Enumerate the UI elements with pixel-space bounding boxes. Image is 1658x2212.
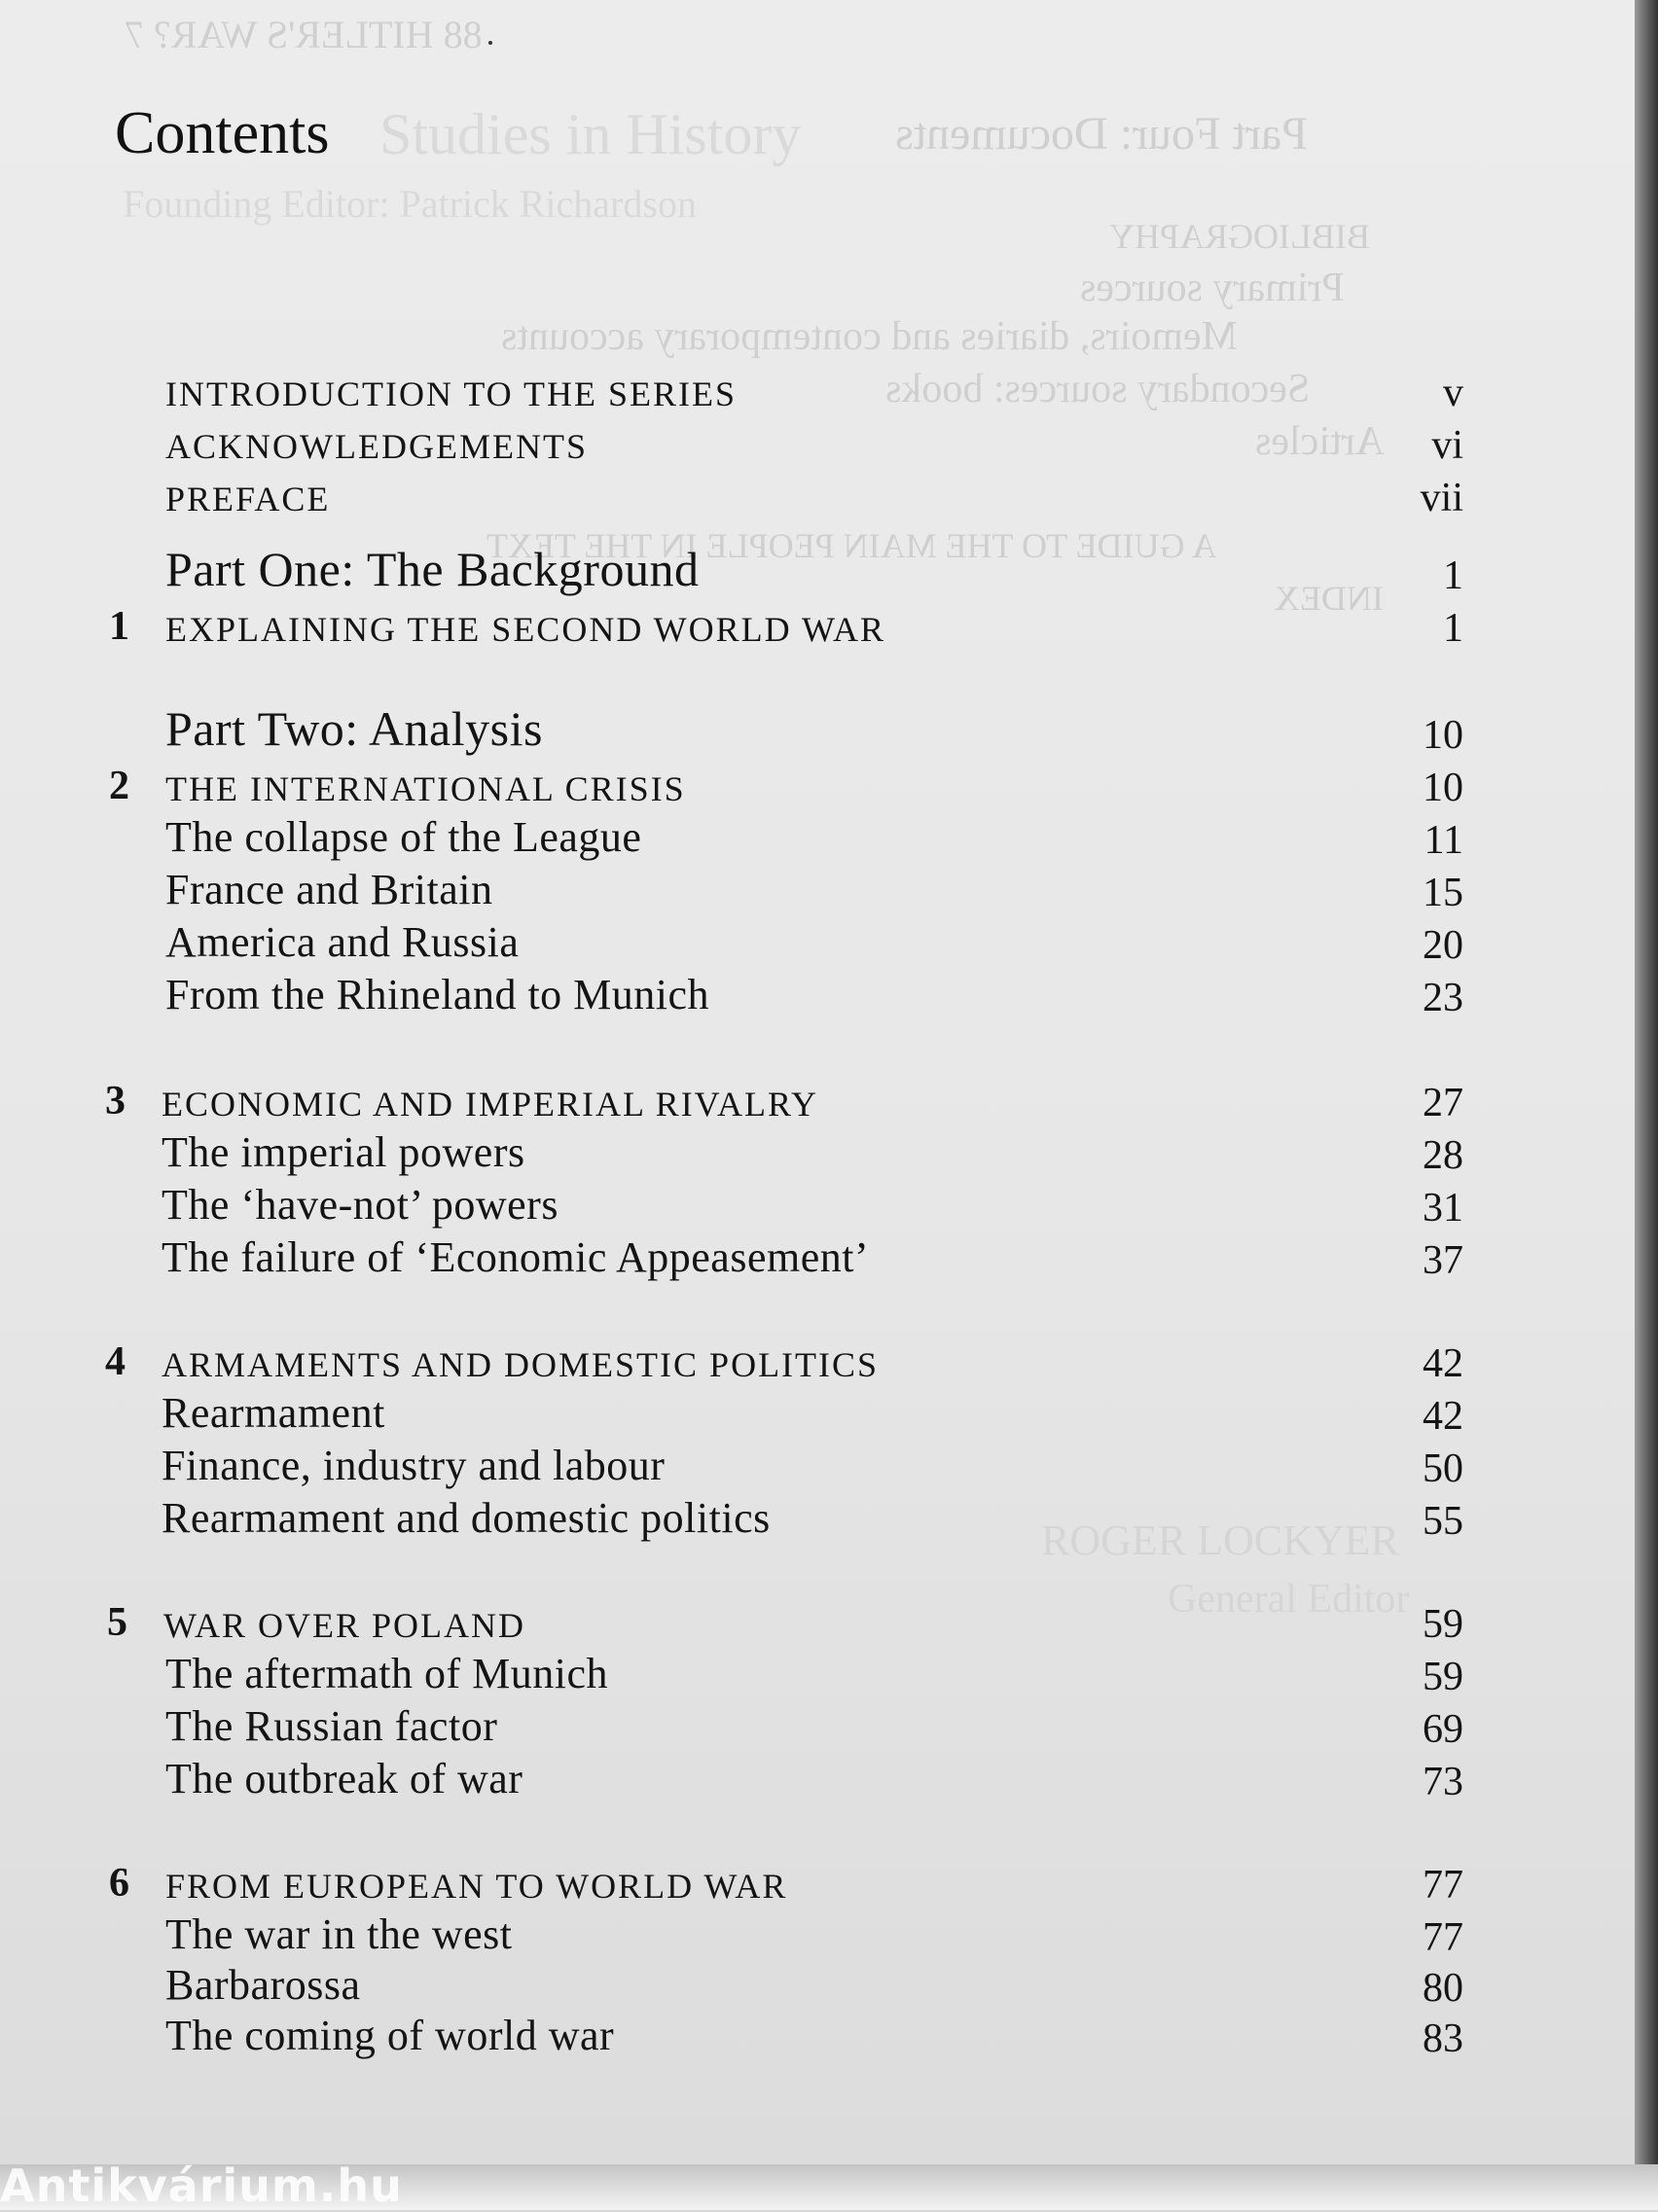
bleed-part-four: Part Four: Documents — [895, 108, 1308, 160]
toc-page-number: 77 — [1423, 1915, 1463, 1960]
part-heading: Part Two: Analysis — [165, 701, 543, 756]
toc-page-number: 31 — [1423, 1186, 1463, 1231]
toc-label: ACKNOWLEDGEMENTS — [165, 427, 588, 466]
toc-section[interactable] — [0, 971, 1635, 1025]
chapter-title: ARMAMENTS AND DOMESTIC POLITICS — [162, 1345, 880, 1384]
toc-section[interactable] — [0, 1233, 1635, 1288]
chapter-title: EXPLAINING THE SECOND WORLD WAR — [165, 610, 885, 649]
toc-entry-preface[interactable] — [0, 475, 1635, 525]
toc-section[interactable] — [0, 1389, 1635, 1444]
toc-section[interactable] — [0, 1494, 1635, 1549]
toc-page-number: 1 — [1443, 606, 1463, 651]
section-title: Finance, industry and labour — [162, 1442, 666, 1489]
book-gutter-shadow — [1635, 0, 1658, 2210]
toc-section[interactable] — [0, 866, 1635, 920]
toc-page-number: 59 — [1423, 1602, 1463, 1647]
chapter-number: 4 — [105, 1339, 126, 1384]
section-title: France and Britain — [165, 866, 493, 913]
toc-chapter-5[interactable] — [0, 1601, 1635, 1652]
toc-section[interactable] — [0, 1181, 1635, 1235]
toc-page-number: 73 — [1423, 1760, 1463, 1804]
toc-page-number: 28 — [1423, 1133, 1463, 1178]
section-title: America and Russia — [165, 918, 520, 966]
chapter-number: 1 — [109, 604, 129, 649]
section-title: From the Rhineland to Munich — [165, 971, 710, 1018]
section-title: The failure of ‘Economic Appeasement’ — [162, 1233, 870, 1281]
toc-section[interactable] — [0, 1702, 1635, 1757]
toc-section[interactable] — [0, 813, 1635, 868]
bleed-series-title: Studies in History — [379, 102, 802, 166]
section-title: The Russian factor — [165, 1702, 498, 1750]
chapter-title: FROM EUROPEAN TO WORLD WAR — [165, 1867, 788, 1906]
toc-page-number: 42 — [1423, 1341, 1463, 1386]
toc-chapter-6[interactable] — [0, 1862, 1635, 1912]
chapter-number: 3 — [105, 1079, 126, 1124]
bleed-line: Memoirs, diaries and contemporary accounts — [501, 314, 1238, 359]
section-title: Rearmament and domestic politics — [162, 1494, 771, 1542]
toc-page-number: 37 — [1423, 1238, 1463, 1283]
toc-entry-introduction[interactable] — [0, 370, 1635, 420]
toc-page-number: 59 — [1423, 1655, 1463, 1699]
toc-page-number: 1 — [1443, 553, 1463, 598]
toc-page-number: 27 — [1423, 1081, 1463, 1125]
toc-page-number: v — [1443, 371, 1463, 415]
toc-page-number: vii — [1420, 476, 1463, 520]
toc-section[interactable] — [0, 1910, 1635, 1965]
section-title: Rearmament — [162, 1389, 385, 1437]
section-title: The outbreak of war — [165, 1755, 523, 1802]
toc-section[interactable] — [0, 1128, 1635, 1183]
toc-section[interactable] — [0, 2012, 1635, 2066]
toc-chapter-1[interactable] — [0, 605, 1635, 656]
bleed-founding-editor: Founding Editor: Patrick Richardson — [123, 182, 697, 226]
watermark: Antikvárium.hu — [0, 2159, 403, 2212]
toc-page-number: vi — [1431, 423, 1463, 468]
toc-page-number: 77 — [1423, 1863, 1463, 1908]
section-title: The coming of world war — [165, 2012, 615, 2059]
toc-chapter-3[interactable] — [0, 1080, 1635, 1130]
chapter-title: THE INTERNATIONAL CRISIS — [165, 769, 686, 808]
part-heading: Part One: The Background — [165, 542, 700, 596]
toc-page-number: 80 — [1423, 1966, 1463, 2011]
toc-page-number: 69 — [1423, 1707, 1463, 1752]
toc-page-number: 42 — [1423, 1394, 1463, 1439]
bleed-general-editor-role: General Editor — [1168, 1577, 1410, 1622]
chapter-number: 5 — [107, 1600, 127, 1645]
bleed-line: Secondary sources: books — [885, 367, 1311, 411]
toc-part-one[interactable] — [0, 542, 1635, 603]
chapter-number: 2 — [109, 764, 129, 808]
toc-chapter-2[interactable] — [0, 765, 1635, 815]
toc-section[interactable] — [0, 918, 1635, 973]
section-title: The aftermath of Munich — [165, 1650, 609, 1697]
toc-label: PREFACE — [165, 480, 331, 518]
section-title: The imperial powers — [162, 1128, 525, 1176]
section-title: The ‘have-not’ powers — [162, 1181, 559, 1229]
toc-label: INTRODUCTION TO THE SERIES — [165, 375, 738, 413]
section-title: Barbarossa — [165, 1961, 361, 2009]
bleed-line: A GUIDE TO THE MAIN PEOPLE IN THE TEXT — [487, 526, 1217, 565]
bleed-general-editor: ROGER LOCKYER — [1041, 1516, 1399, 1564]
chapter-number: 6 — [109, 1861, 129, 1906]
toc-section[interactable] — [0, 1961, 1635, 2016]
bleed-line: INDEX — [1275, 579, 1384, 618]
toc-entry-acknowledgements[interactable] — [0, 422, 1635, 473]
ink-speck — [488, 41, 492, 45]
bleed-header: 88 HITLER'S WAR? 7 — [125, 13, 483, 56]
chapter-title: WAR OVER POLAND — [163, 1606, 525, 1645]
page-title: Contents — [115, 100, 330, 166]
toc-page-number: 10 — [1423, 713, 1463, 758]
toc-page-number: 23 — [1423, 976, 1463, 1020]
section-title: The collapse of the League — [165, 813, 642, 861]
bleed-line: Articles — [1255, 419, 1385, 464]
toc-page-number: 15 — [1423, 871, 1463, 915]
toc-page-number: 10 — [1423, 766, 1463, 810]
toc-part-two[interactable] — [0, 701, 1635, 763]
toc-section[interactable] — [0, 1650, 1635, 1704]
toc-page-number: 20 — [1423, 923, 1463, 968]
bleed-line: Primary sources — [1080, 266, 1345, 310]
toc-section[interactable] — [0, 1442, 1635, 1496]
toc-page-number: 55 — [1423, 1499, 1463, 1544]
toc-page-number: 50 — [1423, 1446, 1463, 1491]
toc-page-number: 11 — [1424, 818, 1463, 863]
toc-chapter-4[interactable] — [0, 1340, 1635, 1391]
bleed-line: BIBLIOGRAPHY — [1109, 217, 1371, 256]
chapter-title: ECONOMIC AND IMPERIAL RIVALRY — [162, 1085, 819, 1124]
section-title: The war in the west — [165, 1910, 513, 1958]
toc-page-number: 83 — [1423, 2016, 1463, 2061]
toc-section[interactable] — [0, 1755, 1635, 1809]
